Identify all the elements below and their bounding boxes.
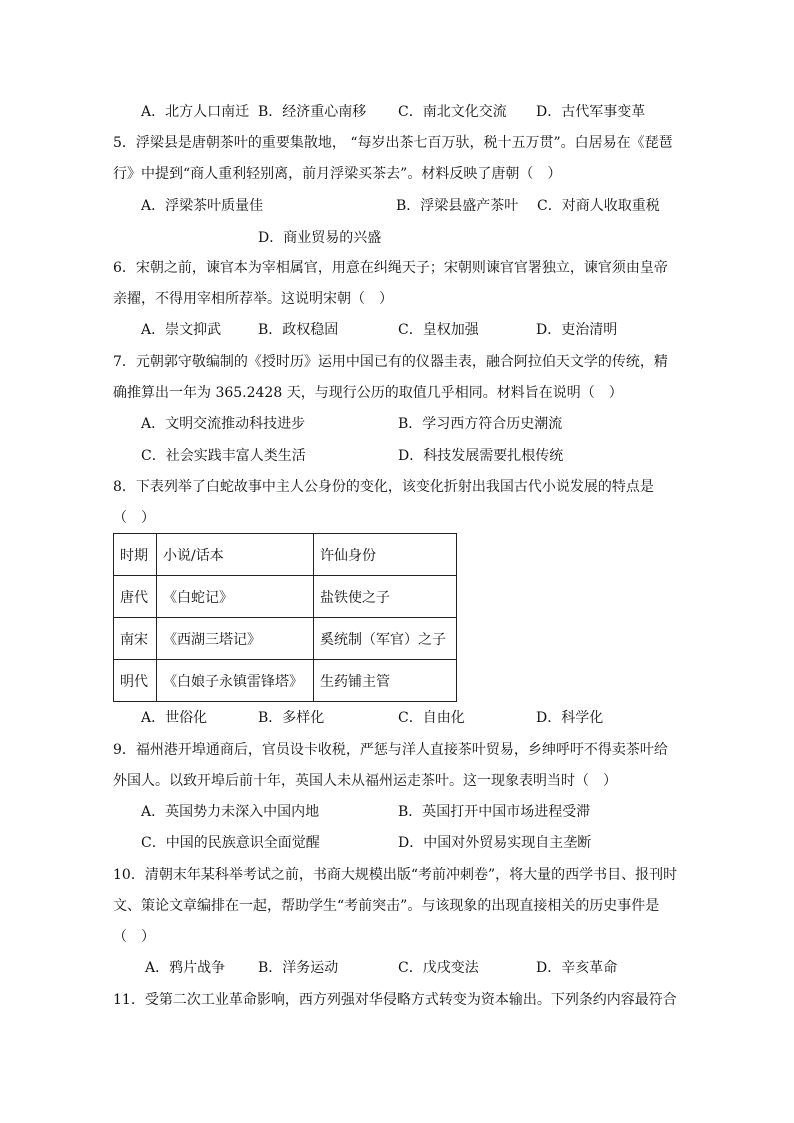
q8-option-c: C．自由化 bbox=[398, 710, 465, 726]
q5-option-b: B．浮梁县盛产茶叶 bbox=[396, 198, 519, 214]
q10-option-c: C．戊戌变法 bbox=[398, 960, 479, 976]
q8-option-b: B．多样化 bbox=[258, 710, 325, 726]
q5-option-a: A．浮梁茶叶质量佳 bbox=[141, 198, 264, 214]
q4-option-c: C．南北文化交流 bbox=[398, 104, 507, 120]
q10-stem-line-2: 文、策论文章编排在一起，帮助学生“考前突击”。与该现象的出现直接相关的历史事件是 bbox=[113, 898, 660, 914]
table-cell: 唐代 bbox=[114, 576, 157, 618]
table-cell: 南宋 bbox=[114, 618, 157, 660]
q9-option-d: D．中国对外贸易实现自主垄断 bbox=[398, 835, 592, 851]
q10-stem-line-1: 10．清朝末年某科举考试之前，书商大规模出版“考前冲刺卷”，将大量的西学书目、报刊时 bbox=[113, 867, 678, 883]
q6-option-b: B．政权稳固 bbox=[258, 322, 339, 338]
q10-option-d: D．辛亥革命 bbox=[536, 960, 618, 976]
table-cell: 生药铺主管 bbox=[314, 660, 457, 702]
q8-stem-line-2: （ ） bbox=[113, 510, 155, 526]
q4-option-d: D．古代军事变革 bbox=[536, 104, 646, 120]
q4-option-b: B．经济重心南移 bbox=[258, 104, 367, 120]
q6-stem-line-1: 6．宋朝之前，谏官本为宰相属官，用意在纠绳天子；宋朝则谏官官署独立，谏官须由皇帝 bbox=[113, 260, 668, 276]
table-cell: 明代 bbox=[114, 660, 157, 702]
q9-stem-line-1: 9．福州港开埠通商后，官员设卡收税，严惩与洋人直接茶叶贸易，乡绅呼吁不得卖茶叶给 bbox=[113, 742, 668, 758]
table-row bbox=[114, 618, 457, 660]
q7-option-a: A．文明交流推动科技进步 bbox=[141, 416, 306, 432]
q9-option-a: A．英国势力未深入中国内地 bbox=[141, 804, 320, 820]
q8-option-d: D．科学化 bbox=[536, 710, 604, 726]
q6-option-d: D．吏治清明 bbox=[536, 322, 618, 338]
q7-option-c: C．社会实践丰富人类生活 bbox=[141, 448, 306, 464]
q5-stem-line-2: 行》中提到“商人重利轻别离，前月浮梁买茶去”。材料反映了唐朝（ ） bbox=[113, 166, 562, 182]
q9-stem-line-2: 外国人。以致开埠后前十年，英国人未从福州运走茶叶。这一现象表明当时（ ） bbox=[113, 773, 617, 789]
table-row bbox=[114, 660, 457, 702]
table-cell: 《白娘子永镇雷锋塔》 bbox=[157, 660, 314, 702]
table-cell: 《白蛇记》 bbox=[157, 576, 314, 618]
q9-option-c: C．中国的民族意识全面觉醒 bbox=[141, 835, 320, 851]
q11-stem-line-1: 11．受第二次工业革命影响，西方列强对华侵略方式转变为资本输出。下列条约内容最符合 bbox=[113, 992, 677, 1008]
table-header-row bbox=[114, 534, 457, 576]
q5-option-c: C．对商人收取重税 bbox=[537, 198, 660, 214]
q7-stem-line-2: 确推算出一年为 365.2428 天，与现行公历的取值几乎相同。材料旨在说明（ ） bbox=[113, 385, 623, 401]
white-snake-table bbox=[113, 533, 457, 702]
q10-option-b: B．洋务运动 bbox=[258, 960, 339, 976]
table-header-cell: 小说/话本 bbox=[157, 534, 314, 576]
table-row bbox=[114, 576, 457, 618]
q9-option-b: B．英国打开中国市场进程受滞 bbox=[398, 804, 591, 820]
q6-option-a: A．崇文抑武 bbox=[141, 322, 222, 338]
q10-option-a: A．鸦片战争 bbox=[145, 960, 226, 976]
q10-stem-line-3: （ ） bbox=[113, 929, 155, 945]
q6-option-c: C．皇权加强 bbox=[398, 322, 479, 338]
q7-option-d: D．科技发展需要扎根传统 bbox=[398, 448, 564, 464]
q8-stem-line-1: 8．下表列举了白蛇故事中主人公身份的变化，该变化折射出我国古代小说发展的特点是 bbox=[113, 479, 654, 495]
table-cell: 奚统制（军官）之子 bbox=[314, 618, 457, 660]
q6-stem-line-2: 亲擢，不得用宰相所荐举。这说明宋朝（ ） bbox=[113, 291, 393, 307]
table-header-cell: 时期 bbox=[114, 534, 157, 576]
q5-stem-line-1: 5．浮梁县是唐朝茶叶的重要集散地， “每岁出茶七百万驮，税十五万贯”。白居易在《琵琶 bbox=[113, 135, 673, 151]
q4-option-a: A．北方人口南迁 bbox=[141, 104, 250, 120]
q8-option-a: A．世俗化 bbox=[141, 710, 208, 726]
q5-option-d: D．商业贸易的兴盛 bbox=[258, 230, 382, 246]
table-cell: 《西湖三塔记》 bbox=[157, 618, 314, 660]
q7-stem-line-1: 7．元朝郭守敬编制的《授时历》运用中国已有的仪器圭表，融合阿拉伯天文学的传统，精 bbox=[113, 354, 668, 370]
table-header-cell: 许仙身份 bbox=[314, 534, 457, 576]
table-cell: 盐铁使之子 bbox=[314, 576, 457, 618]
q7-option-b: B．学习西方符合历史潮流 bbox=[398, 416, 563, 432]
